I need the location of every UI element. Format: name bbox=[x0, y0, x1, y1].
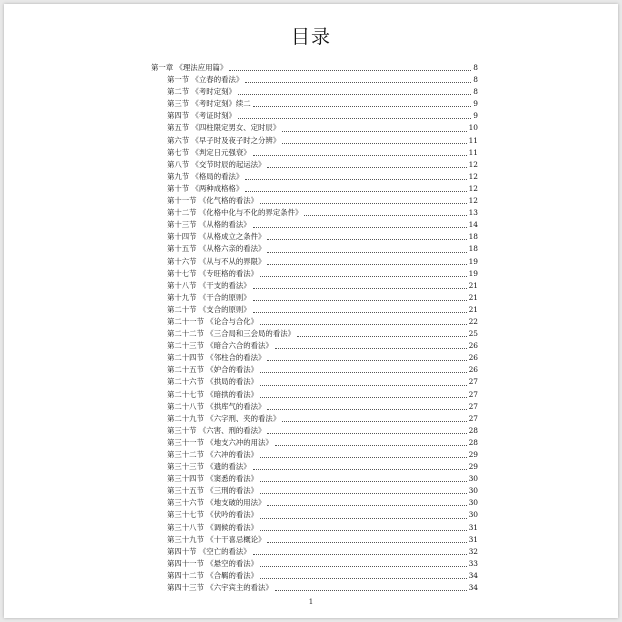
toc-entry-page: 13 bbox=[468, 208, 478, 218]
toc-entry-title: 第六节 《早子时及夜子时之分辨》 bbox=[167, 135, 281, 145]
toc-section-entry[interactable] bbox=[151, 570, 478, 582]
toc-entry-page: 14 bbox=[468, 220, 478, 230]
toc-section-entry[interactable] bbox=[151, 534, 478, 546]
toc-entry-page: 31 bbox=[468, 522, 478, 532]
toc-section-entry[interactable] bbox=[151, 497, 478, 509]
toc-section-entry[interactable] bbox=[151, 183, 478, 195]
toc-entry-page: 33 bbox=[468, 558, 478, 568]
toc-section-entry[interactable] bbox=[151, 364, 478, 376]
toc-entry-title: 第十六节 《从与不从的界限》 bbox=[167, 256, 266, 266]
toc-entry-title: 第三十五节 《三刑的看法》 bbox=[167, 486, 259, 496]
toc-section-entry[interactable] bbox=[151, 74, 478, 86]
toc-entry-title: 第四十二节 《合羁的看法》 bbox=[167, 570, 259, 580]
toc-section-entry[interactable] bbox=[151, 473, 478, 485]
dot-leader bbox=[229, 70, 471, 71]
toc-section-entry[interactable] bbox=[151, 122, 478, 134]
toc-section-entry[interactable] bbox=[151, 485, 478, 497]
toc-entry-page: 26 bbox=[468, 341, 478, 351]
dot-leader bbox=[253, 288, 467, 289]
toc-entry-title: 第四节 《考证时刻》 bbox=[167, 111, 236, 121]
toc-section-entry[interactable] bbox=[151, 98, 478, 110]
dot-leader bbox=[245, 82, 471, 83]
dot-leader bbox=[253, 155, 467, 156]
dot-leader bbox=[267, 505, 466, 506]
toc-entry-page: 34 bbox=[468, 583, 478, 593]
toc-entry-page: 21 bbox=[468, 304, 478, 314]
toc-entry-page: 10 bbox=[468, 123, 478, 133]
dot-leader bbox=[260, 493, 467, 494]
toc-entry-title: 第二十一节 《论合与合化》 bbox=[167, 316, 259, 326]
toc-entry-page: 21 bbox=[468, 292, 478, 302]
toc-entry-page: 12 bbox=[468, 183, 478, 193]
dot-leader bbox=[260, 385, 467, 386]
toc-entry-title: 第三十一节 《地支六冲的用法》 bbox=[167, 437, 273, 447]
dot-leader bbox=[275, 445, 467, 446]
toc-entry-page: 34 bbox=[468, 570, 478, 580]
toc-entry-title: 第十一节 《化气格的看法》 bbox=[167, 196, 259, 206]
toc-entry-title: 第十七节 《专旺格的看法》 bbox=[167, 268, 259, 278]
toc-entry-page: 12 bbox=[468, 196, 478, 206]
toc-entry-title: 第三十节 《六害、刑的看法》 bbox=[167, 425, 266, 435]
toc-entry-title: 第三十二节 《六冲的看法》 bbox=[167, 450, 259, 459]
toc-entry-title: 第二十九节 《六字刑、夹的看法》 bbox=[167, 413, 281, 423]
toc-entry-title: 第三十九节 《十干喜忌概论》 bbox=[167, 534, 266, 544]
dot-leader bbox=[253, 300, 467, 301]
toc-entry-title: 第二节 《考时定刻》 bbox=[167, 87, 236, 97]
toc-section-entry[interactable] bbox=[151, 582, 478, 594]
toc-section-entry[interactable] bbox=[151, 413, 478, 425]
toc-entry-title: 第九节 《格局的看法》 bbox=[167, 171, 244, 181]
toc-section-entry[interactable] bbox=[151, 401, 478, 413]
toc-section-entry[interactable] bbox=[151, 243, 478, 255]
dot-leader bbox=[260, 324, 467, 325]
toc-entry-title: 第二十六节 《拱局的看法》 bbox=[167, 377, 259, 387]
dot-leader bbox=[282, 143, 466, 144]
toc-entry-page: 21 bbox=[468, 280, 478, 290]
toc-entry-page: 22 bbox=[468, 316, 478, 326]
toc-entry-page: 19 bbox=[468, 268, 478, 278]
dot-leader bbox=[238, 118, 471, 119]
dot-leader bbox=[260, 530, 467, 531]
toc-entry-page: 27 bbox=[468, 389, 478, 399]
dot-leader bbox=[304, 215, 466, 216]
toc-entry-title: 第三十八节 《调候的看法》 bbox=[167, 522, 259, 532]
dot-leader bbox=[245, 179, 466, 180]
toc-entry-page: 27 bbox=[468, 413, 478, 423]
toc-section-entry[interactable] bbox=[151, 509, 478, 521]
toc-entry-page: 18 bbox=[468, 244, 478, 254]
toc-section-entry[interactable] bbox=[151, 231, 478, 243]
dot-leader bbox=[253, 469, 467, 470]
toc-section-entry[interactable] bbox=[151, 558, 478, 570]
toc-section-entry[interactable] bbox=[151, 376, 478, 388]
toc-entry-title: 第七节 《判定日元强衰》 bbox=[167, 147, 251, 157]
toc-entry-title: 第十节 《两种成格格》 bbox=[167, 183, 244, 193]
page-number: 1 bbox=[308, 598, 314, 606]
dot-leader bbox=[253, 312, 467, 313]
dot-leader bbox=[267, 167, 466, 168]
toc-entry-page: 28 bbox=[468, 437, 478, 447]
dot-leader bbox=[260, 457, 467, 458]
toc-entry-title: 第四十三节 《六宇宾主的看法》 bbox=[167, 583, 273, 593]
toc-entry-page: 12 bbox=[468, 159, 478, 169]
toc-section-entry[interactable] bbox=[151, 280, 478, 292]
toc-entry-title: 第十四节 《从格成立之条件》 bbox=[167, 232, 266, 242]
toc-entry-title: 第四十节 《空亡的看法》 bbox=[167, 546, 251, 556]
toc-section-entry[interactable] bbox=[151, 389, 478, 401]
dot-leader bbox=[267, 239, 466, 240]
toc-entry-title: 第二十五节 《妒合的看法》 bbox=[167, 365, 259, 375]
toc-entry-page: 9 bbox=[473, 111, 478, 121]
toc-entry-title: 第三十七节 《伏吟的看法》 bbox=[167, 510, 259, 520]
dot-leader bbox=[260, 578, 467, 579]
toc-section-entry[interactable] bbox=[151, 171, 478, 183]
toc-entry-title: 第十八节 《干支的看法》 bbox=[167, 280, 251, 290]
toc-entry-title: 第一章 《理法应用篇》 bbox=[151, 63, 228, 72]
toc-entry-page: 26 bbox=[468, 353, 478, 363]
toc-section-entry[interactable] bbox=[151, 340, 478, 352]
dot-leader bbox=[282, 131, 466, 132]
toc-section-entry[interactable] bbox=[151, 304, 478, 316]
toc-entry-title: 第二十八节 《拱库气的看法》 bbox=[167, 401, 266, 411]
dot-leader bbox=[282, 421, 466, 422]
toc-section-entry[interactable] bbox=[151, 461, 478, 473]
toc-entry-title: 第五节 《四柱限定男女、定时辰》 bbox=[167, 123, 281, 133]
toc-entry-page: 8 bbox=[473, 63, 478, 72]
toc-entry-page: 11 bbox=[468, 135, 478, 145]
toc-section-entry[interactable] bbox=[151, 522, 478, 534]
toc-entry-page: 19 bbox=[468, 256, 478, 266]
toc-section-entry[interactable] bbox=[151, 352, 478, 364]
toc-entry-page: 9 bbox=[473, 99, 478, 109]
dot-leader bbox=[260, 566, 467, 567]
toc-entry-title: 第三十四节 《窦悉的看法》 bbox=[167, 474, 259, 484]
toc-entry-title: 第一节 《立春的看法》 bbox=[167, 75, 244, 85]
toc-entry-page: 8 bbox=[473, 87, 478, 97]
dot-leader bbox=[238, 94, 471, 95]
toc-section-entry[interactable] bbox=[151, 207, 478, 219]
dot-leader bbox=[260, 397, 467, 398]
toc-section-entry[interactable] bbox=[151, 316, 478, 328]
dot-leader bbox=[267, 433, 466, 434]
toc-chapter-entry[interactable] bbox=[151, 62, 478, 74]
toc-section-entry[interactable] bbox=[151, 425, 478, 437]
toc-entry-title: 第二十四节 《邻柱合的看法》 bbox=[167, 353, 266, 363]
toc-entry-page: 28 bbox=[468, 425, 478, 435]
toc-section-entry[interactable] bbox=[151, 159, 478, 171]
dot-leader bbox=[245, 191, 466, 192]
toc-entry-page: 11 bbox=[468, 147, 478, 157]
table-of-contents bbox=[151, 62, 478, 594]
toc-section-entry[interactable] bbox=[151, 110, 478, 122]
dot-leader bbox=[267, 542, 466, 543]
dot-leader bbox=[260, 518, 467, 519]
toc-section-entry[interactable] bbox=[151, 546, 478, 558]
toc-entry-page: 27 bbox=[468, 401, 478, 411]
toc-section-entry[interactable] bbox=[151, 328, 478, 340]
dot-leader bbox=[260, 276, 467, 277]
dot-leader bbox=[297, 336, 467, 337]
dot-leader bbox=[260, 481, 467, 482]
toc-section-entry[interactable] bbox=[151, 147, 478, 159]
toc-entry-title: 第十二节 《化格中化与不化的界定条件》 bbox=[167, 208, 303, 218]
toc-entry-title: 第三十三节 《遗的看法》 bbox=[167, 462, 251, 472]
dot-leader bbox=[275, 348, 467, 349]
toc-section-entry[interactable] bbox=[151, 219, 478, 231]
toc-entry-title: 第四十一节 《悬空的看法》 bbox=[167, 558, 259, 568]
toc-section-entry[interactable] bbox=[151, 292, 478, 304]
toc-entry-title: 第二十七节 《暗拱的看法》 bbox=[167, 389, 259, 399]
toc-entry-page: 30 bbox=[468, 510, 478, 520]
toc-entry-title: 第十九节 《干合的原则》 bbox=[167, 292, 251, 302]
dot-leader bbox=[267, 252, 466, 253]
toc-section-entry[interactable] bbox=[151, 437, 478, 449]
toc-section-entry[interactable] bbox=[151, 449, 478, 461]
dot-leader bbox=[253, 106, 472, 107]
dot-leader bbox=[267, 409, 466, 410]
toc-entry-page: 29 bbox=[468, 462, 478, 472]
dot-leader bbox=[275, 590, 467, 591]
toc-section-entry[interactable] bbox=[151, 195, 478, 207]
toc-section-entry[interactable] bbox=[151, 268, 478, 280]
dot-leader bbox=[253, 554, 467, 555]
toc-section-entry[interactable] bbox=[151, 256, 478, 268]
toc-entry-page: 31 bbox=[468, 534, 478, 544]
dot-leader bbox=[260, 203, 467, 204]
dot-leader bbox=[267, 360, 466, 361]
toc-entry-title: 第十三节 《从格的看法》 bbox=[167, 220, 251, 230]
toc-entry-page: 30 bbox=[468, 498, 478, 508]
page-title: 目录 bbox=[290, 26, 331, 48]
toc-entry-page: 30 bbox=[468, 474, 478, 484]
dot-leader bbox=[267, 264, 466, 265]
toc-entry-page: 12 bbox=[468, 171, 478, 181]
toc-entry-title: 第二十三节 《暗合六合的看法》 bbox=[167, 341, 273, 351]
toc-entry-page: 25 bbox=[468, 329, 478, 339]
toc-entry-title: 第八节 《交节时辰的起运法》 bbox=[167, 159, 266, 169]
toc-entry-page: 8 bbox=[473, 75, 478, 85]
toc-section-entry[interactable] bbox=[151, 135, 478, 147]
dot-leader bbox=[260, 372, 467, 373]
toc-entry-title: 第二十节 《支合的原则》 bbox=[167, 304, 251, 314]
toc-entry-page: 32 bbox=[468, 546, 478, 556]
toc-entry-title: 第十五节 《从格六亲的看法》 bbox=[167, 244, 266, 254]
dot-leader bbox=[253, 227, 467, 228]
document-page bbox=[4, 4, 618, 618]
toc-entry-page: 29 bbox=[468, 450, 478, 459]
toc-entry-page: 27 bbox=[468, 377, 478, 387]
toc-entry-title: 第三十六节 《地支破的用法》 bbox=[167, 498, 266, 508]
toc-entry-title: 第三节 《考时定刻》续二 bbox=[167, 99, 251, 109]
toc-entry-page: 30 bbox=[468, 486, 478, 496]
toc-section-entry[interactable] bbox=[151, 86, 478, 98]
toc-entry-page: 26 bbox=[468, 365, 478, 375]
toc-entry-title: 第二十二节 《三合局和三会局的看法》 bbox=[167, 329, 295, 339]
toc-entry-page: 18 bbox=[468, 232, 478, 242]
